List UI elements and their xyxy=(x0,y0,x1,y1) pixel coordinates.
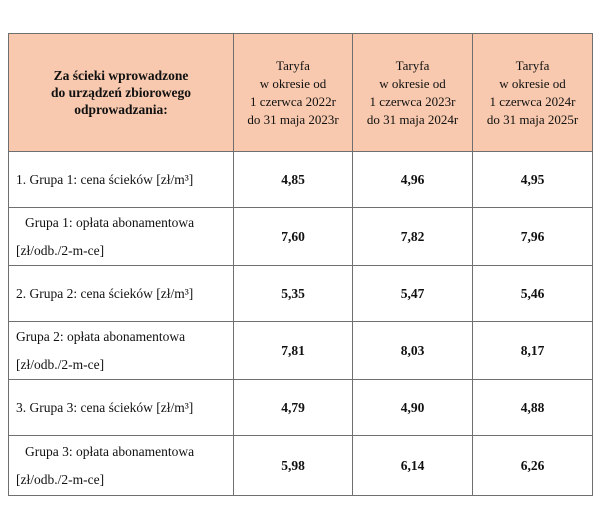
value-cell: 8,03 xyxy=(353,322,473,380)
row-label-line: 2. Grupa 2: cena ścieków [zł/m³] xyxy=(16,285,194,301)
row-label-line: Grupa 1: opłata abonamentowa xyxy=(25,214,195,230)
period-line: do 31 maja 2023r xyxy=(247,111,339,127)
value-cell: 4,95 xyxy=(473,152,593,208)
row-label xyxy=(9,266,234,322)
header-label-cell xyxy=(9,34,234,152)
tariff-table xyxy=(8,33,593,496)
header-period-2024-2025 xyxy=(473,34,593,152)
table-row xyxy=(9,208,593,266)
row-label-line: 1. Grupa 1: cena ścieków [zł/m³] xyxy=(16,171,194,187)
row-label xyxy=(9,380,234,436)
period-line: Taryfa xyxy=(276,57,310,73)
row-label-line: Grupa 2: opłata abonamentowa xyxy=(16,328,186,344)
header-period-2023-2024 xyxy=(353,34,473,152)
row-label xyxy=(9,322,234,380)
table-row xyxy=(9,266,593,322)
value-cell: 4,88 xyxy=(473,380,593,436)
row-label xyxy=(9,208,234,266)
period-line: w okresie od xyxy=(499,75,566,91)
row-label xyxy=(9,436,234,496)
value-cell: 4,79 xyxy=(234,380,353,436)
value-cell: 6,14 xyxy=(353,436,473,496)
value-cell: 5,47 xyxy=(353,266,473,322)
value-cell: 7,96 xyxy=(473,208,593,266)
period-line: do 31 maja 2024r xyxy=(366,111,459,127)
period-line: 1 czerwca 2024r xyxy=(489,93,576,109)
period-line: 1 czerwca 2023r xyxy=(369,93,456,109)
period-line: Taryfa xyxy=(395,57,430,73)
header-label-line: Za ścieki wprowadzone xyxy=(53,68,189,83)
header-label-line: do urządzeń zbiorowego xyxy=(51,85,191,100)
value-cell: 8,17 xyxy=(473,322,593,380)
value-cell: 6,26 xyxy=(473,436,593,496)
value-cell: 7,60 xyxy=(234,208,353,266)
value-cell: 4,85 xyxy=(234,152,353,208)
value-cell: 5,98 xyxy=(234,436,353,496)
row-label-line: [zł/odb./2-m-ce] xyxy=(16,471,105,487)
table-header-row xyxy=(9,34,593,152)
period-line: 1 czerwca 2022r xyxy=(250,93,336,109)
table-row xyxy=(9,152,593,208)
value-cell: 5,46 xyxy=(473,266,593,322)
value-cell: 4,96 xyxy=(353,152,473,208)
value-cell: 7,82 xyxy=(353,208,473,266)
period-line: Taryfa xyxy=(515,57,550,73)
value-cell: 7,81 xyxy=(234,322,353,380)
row-label-line: [zł/odb./2-m-ce] xyxy=(16,242,105,258)
row-label-line: Grupa 3: opłata abonamentowa xyxy=(25,443,195,459)
row-label xyxy=(9,152,234,208)
period-line: do 31 maja 2025r xyxy=(486,111,579,127)
header-period-2022-2023 xyxy=(234,34,353,152)
period-line: w okresie od xyxy=(259,75,327,91)
value-cell: 4,90 xyxy=(353,380,473,436)
row-label-line: [zł/odb./2-m-ce] xyxy=(16,356,105,372)
table-row xyxy=(9,380,593,436)
row-label-line: 3. Grupa 3: cena ścieków [zł/m³] xyxy=(16,399,194,415)
table-row xyxy=(9,436,593,496)
period-line: w okresie od xyxy=(379,75,446,91)
table-row xyxy=(9,322,593,380)
value-cell: 5,35 xyxy=(234,266,353,322)
header-label-line: odprowadzania: xyxy=(74,102,168,117)
